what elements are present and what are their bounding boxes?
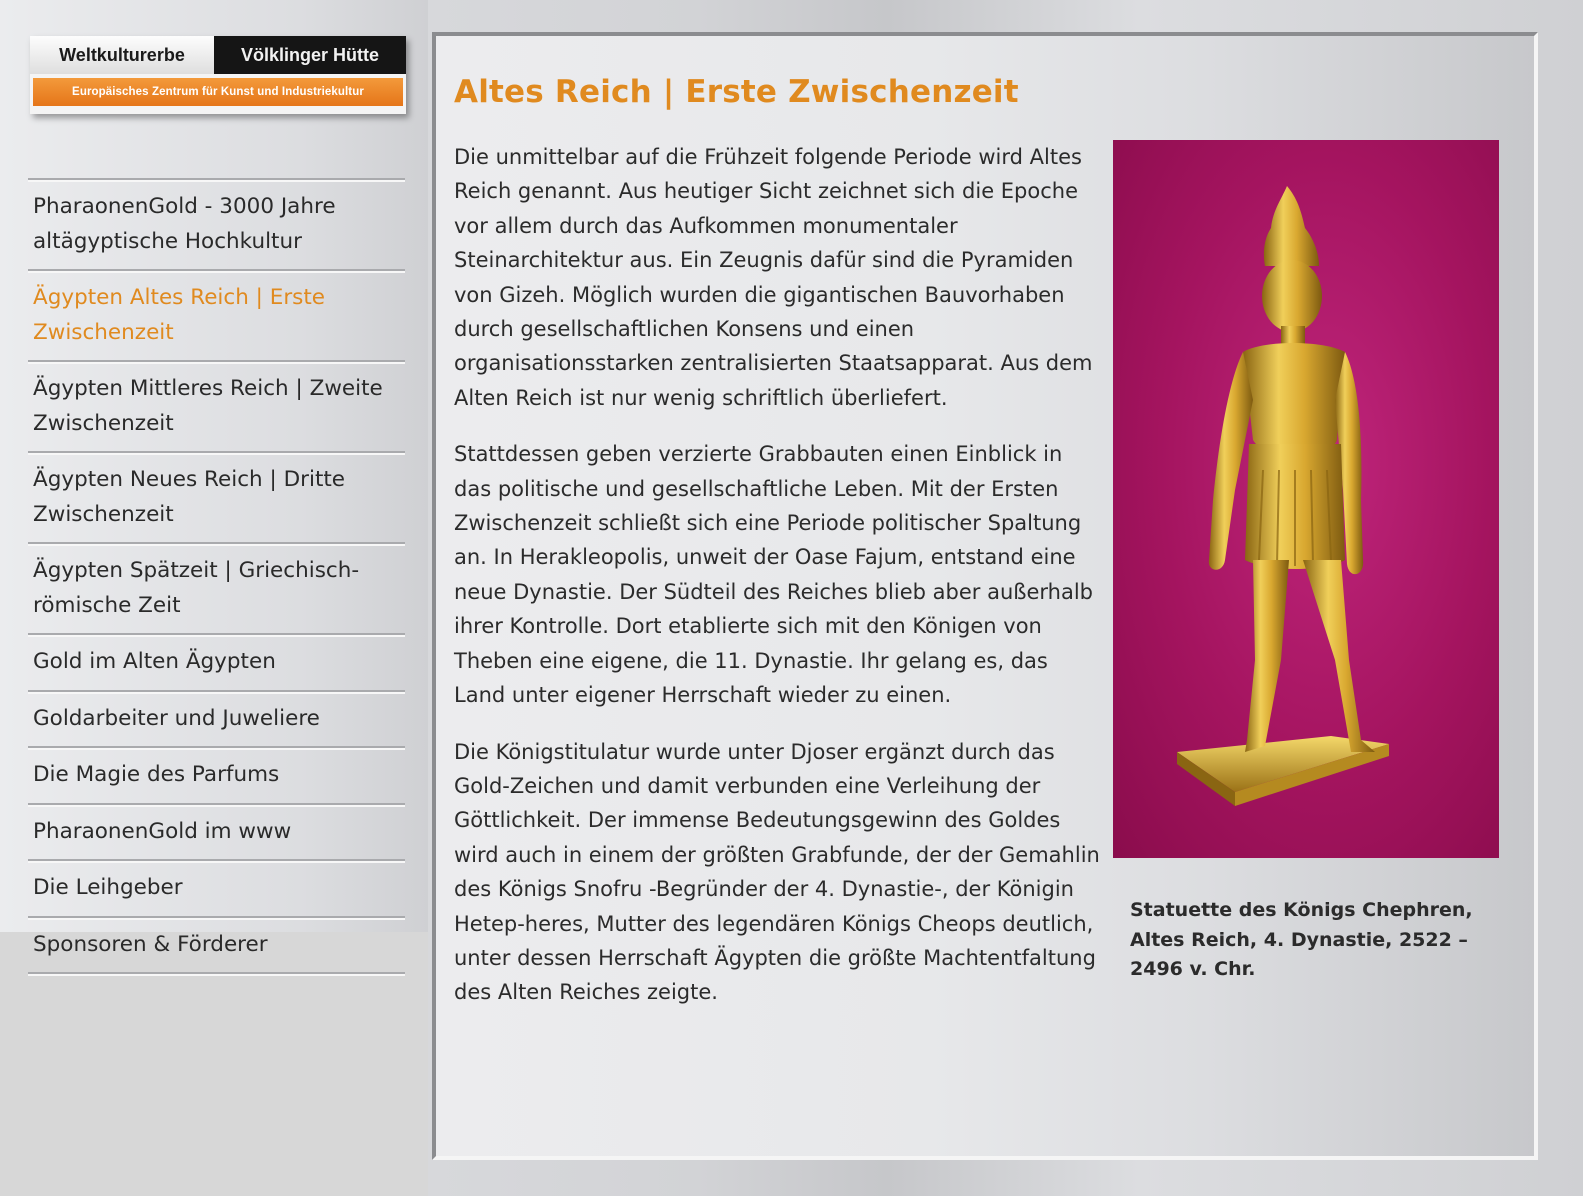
logo-tagline: Europäisches Zentrum für Kunst und Industriekultur bbox=[33, 78, 403, 106]
nav-item-neues-reich[interactable]: Ägypten Neues Reich | Dritte Zwischenzeit bbox=[33, 467, 346, 527]
nav-item-leihgeber[interactable]: Die Leihgeber bbox=[33, 875, 183, 900]
article-body bbox=[454, 140, 1102, 1032]
image-caption: Statuette des Königs Chephren, Altes Reich, 4. Dynastie, 2522 – 2496 v. Chr. bbox=[1130, 899, 1473, 980]
page-title: Altes Reich | Erste Zwischenzeit bbox=[454, 74, 1019, 110]
nav-entry bbox=[28, 920, 405, 973]
nav-item-mittleres-reich[interactable]: Ägypten Mittleres Reich | Zweite Zwischenzeit bbox=[33, 376, 383, 436]
nav-item-altes-reich[interactable]: Ägypten Altes Reich | Erste Zwischenzeit bbox=[33, 285, 326, 345]
nav-entry bbox=[28, 364, 405, 451]
nav-entry bbox=[28, 273, 405, 360]
content-panel bbox=[432, 32, 1538, 1160]
nav-item-pharaonengold-im-www[interactable]: PharaonenGold im www bbox=[33, 818, 292, 844]
nav-item-sponsoren[interactable]: Sponsoren & Förderer bbox=[33, 931, 268, 957]
nav-entry bbox=[28, 455, 405, 542]
logo-text-voelklinger-huette: Völklinger Hütte bbox=[214, 36, 406, 74]
article-paragraph: Stattdessen geben verzierte Grabbauten einen Einblick in das politische und gesellschaftliche Leben. Mit der Ersten Zwischenzeit schließt sich eine Periode politischer Spaltung an. In Herakleopolis, unweit der Oase Fajum, entstand eine neue Dynastie. Der Südteil des Reiches blieb aber außerhalb ihrer Kontrolle. Dort etablierte sich mit den Königen von Theben eine eigene, die 11. Dynastie. Ihr gelang es, das Land unter eigener Herrschaft wieder zu einen. bbox=[454, 442, 1094, 708]
main-navigation bbox=[28, 178, 405, 976]
nav-item-goldarbeiter[interactable]: Goldarbeiter und Juweliere bbox=[33, 705, 320, 731]
sidebar bbox=[0, 0, 428, 957]
statuette-image bbox=[1113, 140, 1499, 858]
nav-separator bbox=[28, 972, 405, 976]
statuette-illustration bbox=[1113, 140, 1499, 858]
nav-item-magie-des-parfums[interactable]: Die Magie des Parfums bbox=[33, 762, 280, 787]
nav-entry bbox=[28, 694, 405, 747]
article-paragraph: Die unmittelbar auf die Frühzeit folgende Periode wird Altes Reich genannt. Aus heutiger Sicht zeichnet sich die Epoche vor allem durch das Aufkommen monumentaler Steinarchitektur aus. Ein Zeugnis dafür sind die Pyramiden von Gizeh. Möglich wurden die gigantischen Bauvorhaben durch gesellschaftlichen Konsens und einen organisationsstarken zentralisierten Staatsapparat. Aus dem Alten Reich ist nur wenig schriftlich überliefert. bbox=[454, 145, 1093, 410]
nav-entry bbox=[28, 807, 405, 860]
site-logo[interactable] bbox=[30, 36, 406, 114]
nav-entry bbox=[28, 182, 405, 269]
logo-top-row bbox=[30, 36, 406, 74]
nav-item-spaetzeit[interactable]: Ägypten Spätzeit | Griechisch-römische Zeit bbox=[33, 558, 360, 618]
nav-entry bbox=[28, 750, 405, 803]
nav-entry bbox=[28, 863, 405, 916]
article-paragraph: Die Königstitulatur wurde unter Djoser ergänzt durch das Gold-Zeichen und damit verbunden eine Verleihung der Göttlichkeit. Der immense Bedeutungsgewinn des Goldes wird auch in einem der größten Grabfunde, der der Gemahlin des Königs Snofru -Begründer der 4. Dynastie-, der Königin Hetep-heres, Mutter des legendären Königs Cheops deutlich, unter dessen Herrschaft Ägypten die größte Machtentfaltung des Alten Reiches zeigte. bbox=[454, 739, 1100, 1005]
nav-item-gold-im-alten-aegypten[interactable]: Gold im Alten Ägypten bbox=[33, 649, 276, 674]
nav-entry bbox=[28, 637, 405, 690]
nav-item-pharaonengold[interactable]: PharaonenGold - 3000 Jahre altägyptische Hochkultur bbox=[33, 194, 336, 254]
nav-entry bbox=[28, 546, 405, 633]
logo-text-weltkulturerbe: Weltkulturerbe bbox=[30, 36, 214, 74]
